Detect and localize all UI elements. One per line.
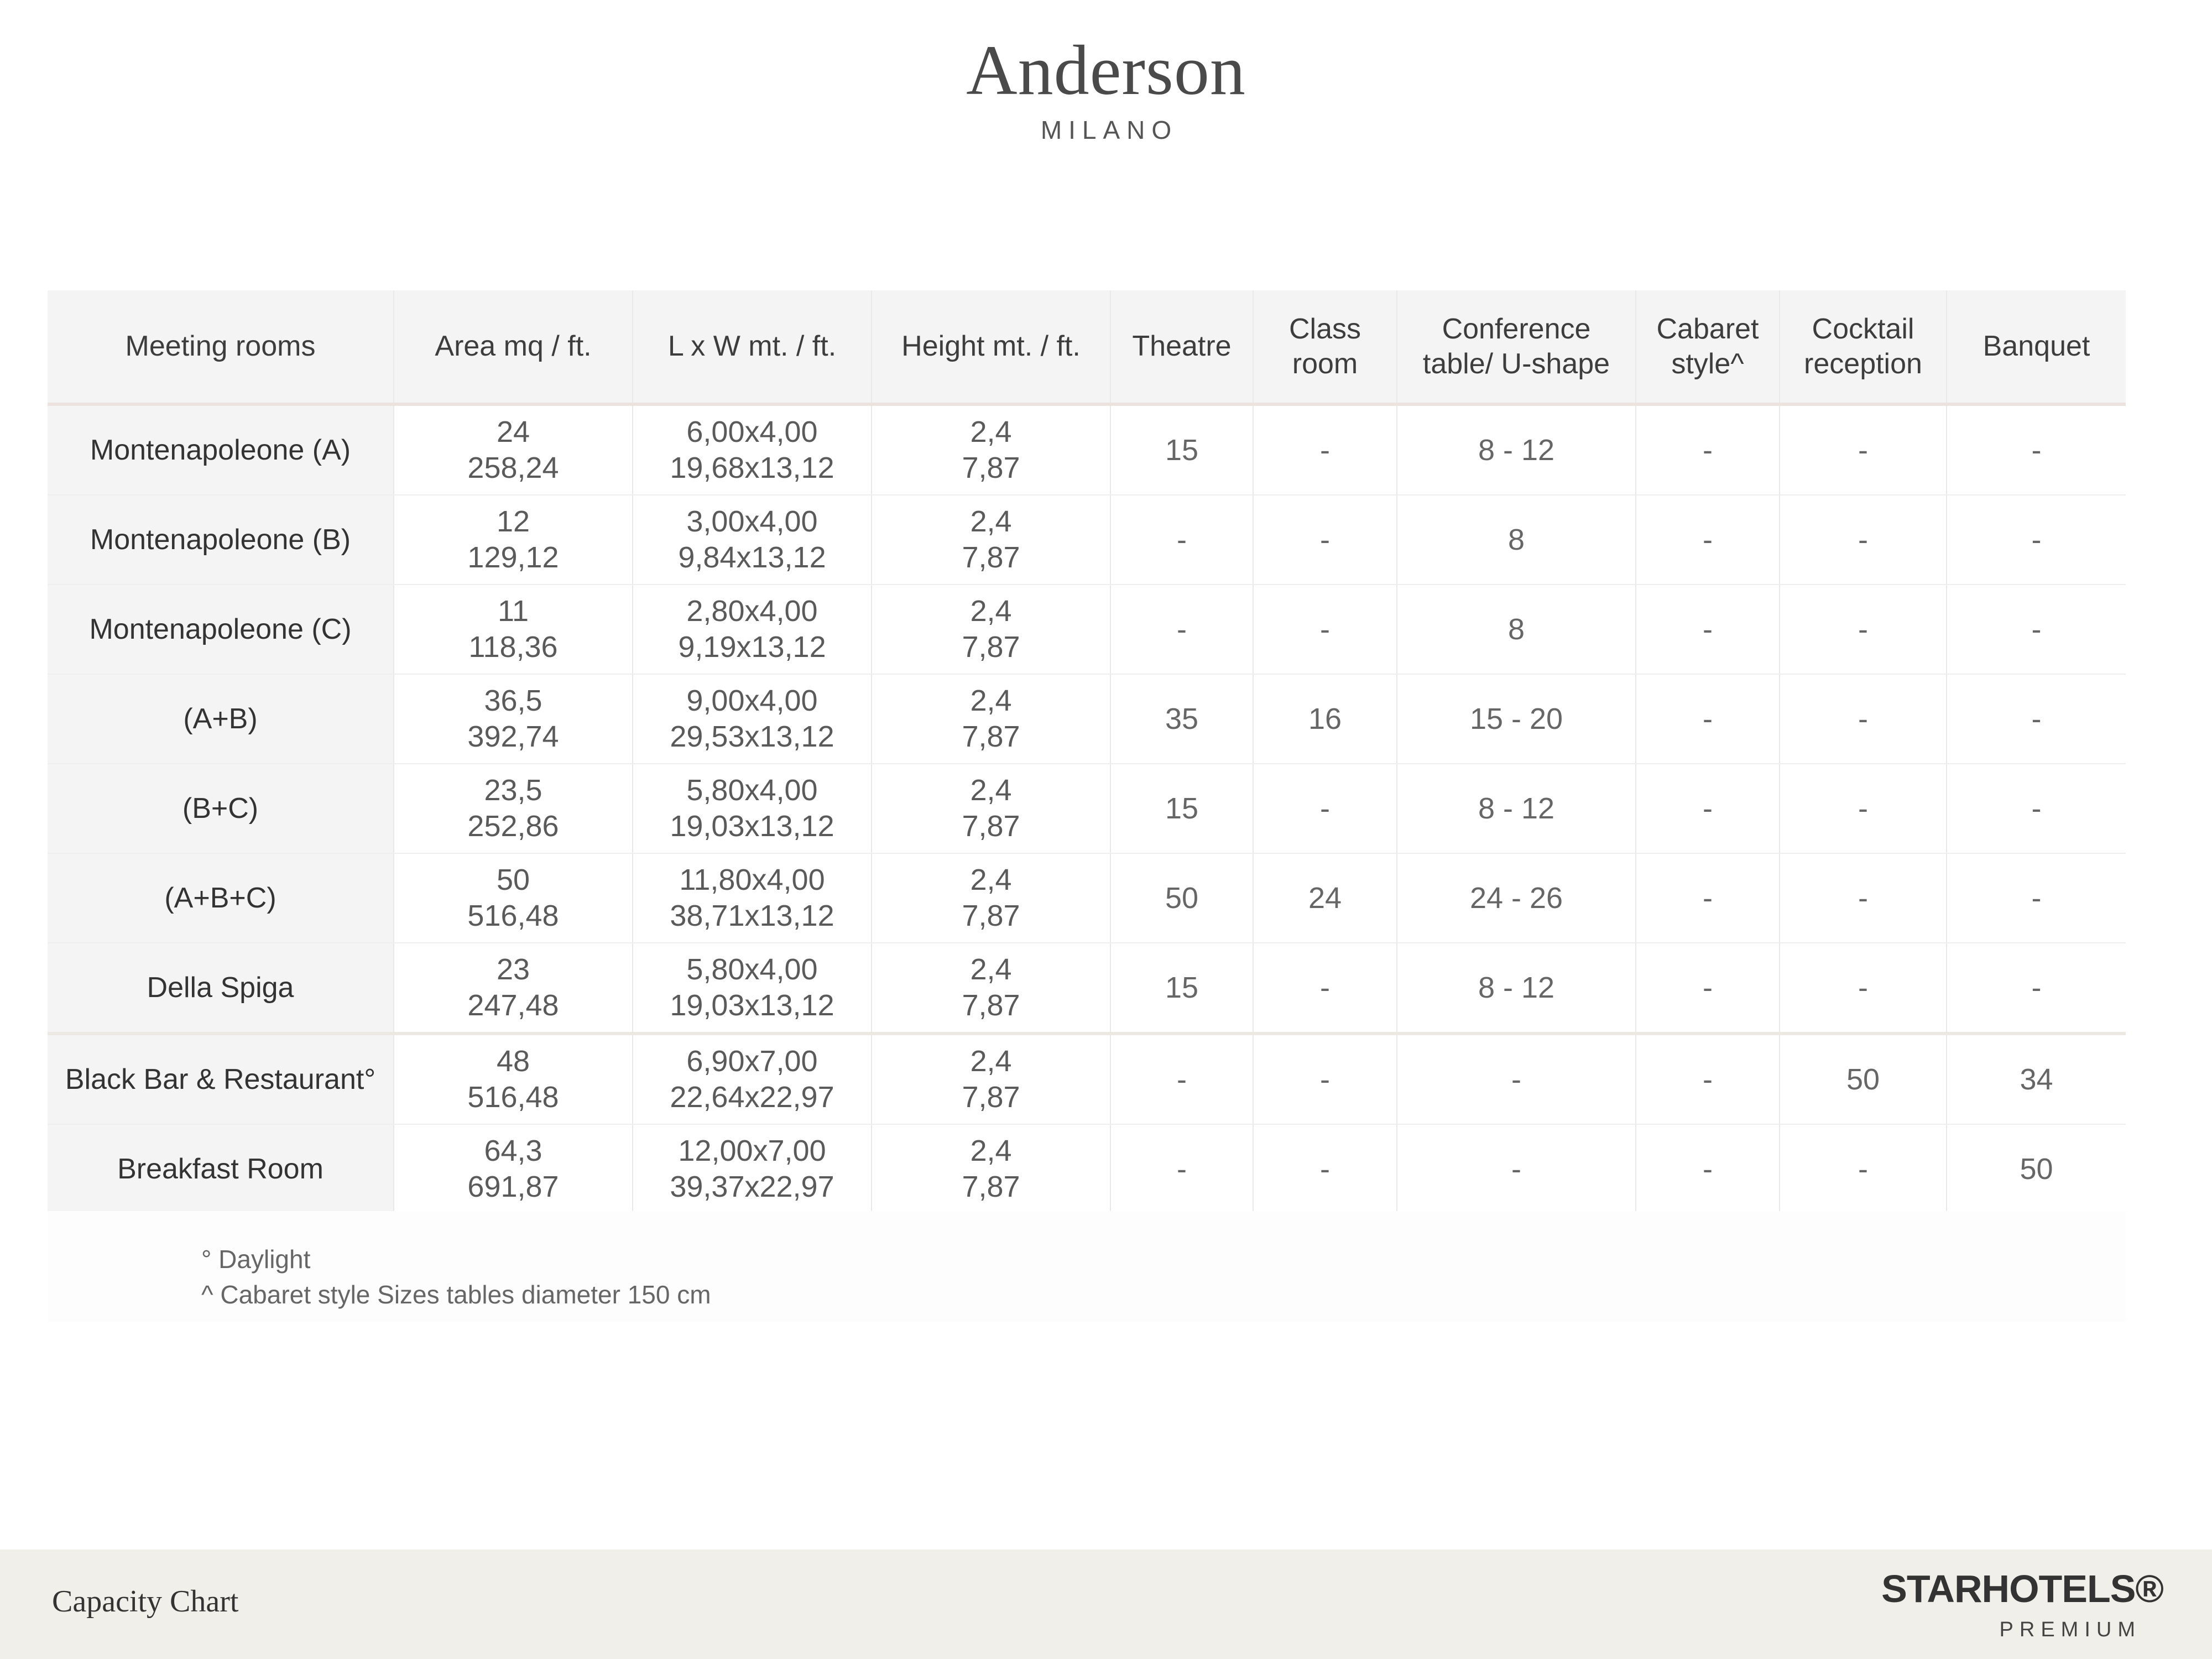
dimensions-cell-imperial: 19,68x13,12 (670, 451, 834, 484)
area-cell (394, 764, 633, 853)
column-header-dimensions: L x W mt. / ft. (633, 290, 872, 404)
dimensions-cell-metric: 6,90x7,00 (686, 1045, 818, 1078)
height-cell-imperial: 7,87 (962, 630, 1020, 664)
brand-header (0, 33, 2212, 145)
logo-wordmark: STARHOTELS® (1881, 1567, 2163, 1610)
dimensions-cell (633, 1124, 872, 1214)
class-room-cell: - (1253, 943, 1397, 1034)
area-cell (394, 495, 633, 585)
area-cell (394, 585, 633, 674)
cabaret-cell: - (1636, 404, 1780, 495)
brand-name: Anderson (966, 31, 1246, 109)
dimensions-cell-metric: 11,80x4,00 (679, 863, 825, 897)
conference-cell: 8 - 12 (1397, 943, 1636, 1034)
area-cell-metric: 50 (496, 863, 530, 897)
dimensions-cell (633, 1034, 872, 1124)
table-row (48, 853, 2126, 943)
height-cell-imperial: 7,87 (962, 451, 1020, 484)
area-cell-metric: 12 (496, 505, 530, 539)
banquet-cell: 50 (1947, 1124, 2126, 1214)
table-row (48, 764, 2126, 853)
dimensions-cell-metric: 12,00x7,00 (678, 1134, 826, 1168)
area-cell-metric: 23 (496, 953, 530, 987)
room-name-cell: (B+C) (48, 764, 394, 853)
height-cell-imperial: 7,87 (962, 541, 1020, 574)
height-cell (872, 1124, 1110, 1214)
footnote-cabaret: ^ Cabaret style Sizes tables diameter 150 cm (201, 1280, 711, 1309)
height-cell (872, 764, 1110, 853)
starhotels-logo (1881, 1569, 2163, 1642)
table-row (48, 495, 2126, 585)
cabaret-cell: - (1636, 764, 1780, 853)
class-room-cell: 16 (1253, 674, 1397, 764)
area-cell-imperial: 129,12 (467, 541, 559, 574)
area-cell-imperial: 516,48 (467, 1081, 559, 1114)
height-cell-imperial: 7,87 (962, 1081, 1020, 1114)
dimensions-cell (633, 853, 872, 943)
height-cell-imperial: 7,87 (962, 720, 1020, 753)
table-header-row (48, 290, 2126, 404)
area-cell (394, 943, 633, 1034)
area-cell (394, 1034, 633, 1124)
dimensions-cell-imperial: 9,19x13,12 (678, 630, 826, 664)
height-cell-metric: 2,4 (970, 774, 1012, 807)
footnote-daylight: ° Daylight (201, 1245, 311, 1274)
conference-cell: - (1397, 1034, 1636, 1124)
banquet-cell: - (1947, 674, 2126, 764)
cabaret-cell: - (1636, 1034, 1780, 1124)
footer-bar (0, 1550, 2212, 1659)
banquet-cell: - (1947, 585, 2126, 674)
column-header-cocktail: Cocktail reception (1780, 290, 1947, 404)
height-cell-metric: 2,4 (970, 415, 1012, 449)
theatre-cell: 35 (1110, 674, 1253, 764)
column-header-class-room: Class room (1253, 290, 1397, 404)
cocktail-cell: - (1780, 853, 1947, 943)
cocktail-cell: - (1780, 764, 1947, 853)
area-cell-imperial: 392,74 (467, 720, 559, 753)
dimensions-cell (633, 404, 872, 495)
area-cell-metric: 36,5 (484, 684, 542, 718)
height-cell-metric: 2,4 (970, 953, 1012, 987)
dimensions-cell-metric: 6,00x4,00 (686, 415, 818, 449)
room-name-cell: (A+B) (48, 674, 394, 764)
banquet-cell: - (1947, 404, 2126, 495)
area-cell-imperial: 258,24 (467, 451, 559, 484)
column-header-cabaret: Cabaret style^ (1636, 290, 1780, 404)
area-cell-imperial: 516,48 (467, 899, 559, 932)
theatre-cell: 15 (1110, 764, 1253, 853)
room-name-cell: Black Bar & Restaurant° (48, 1034, 394, 1124)
class-room-cell: - (1253, 1034, 1397, 1124)
conference-cell: 15 - 20 (1397, 674, 1636, 764)
cocktail-cell: - (1780, 495, 1947, 585)
footer-title: Capacity Chart (52, 1584, 239, 1619)
dimensions-cell (633, 495, 872, 585)
height-cell (872, 943, 1110, 1034)
height-cell-imperial: 7,87 (962, 899, 1020, 932)
column-header-conference: Conference table/ U-shape (1397, 290, 1636, 404)
height-cell-imperial: 7,87 (962, 810, 1020, 843)
area-cell-metric: 64,3 (484, 1134, 542, 1168)
area-cell-metric: 23,5 (484, 774, 542, 807)
area-cell-imperial: 691,87 (467, 1170, 559, 1203)
dimensions-cell (633, 764, 872, 853)
banquet-cell: - (1947, 943, 2126, 1034)
brand-city: MILANO (1040, 116, 1178, 145)
cocktail-cell: - (1780, 674, 1947, 764)
class-room-cell: - (1253, 764, 1397, 853)
logo-tagline: PREMIUM (1999, 1618, 2141, 1641)
cocktail-cell: - (1780, 943, 1947, 1034)
table-row (48, 1034, 2126, 1124)
dimensions-cell-metric: 5,80x4,00 (686, 774, 818, 807)
cocktail-cell: - (1780, 404, 1947, 495)
dimensions-cell-imperial: 9,84x13,12 (678, 541, 826, 574)
height-cell-imperial: 7,87 (962, 989, 1020, 1022)
table-row (48, 943, 2126, 1034)
dimensions-cell (633, 674, 872, 764)
area-cell (394, 853, 633, 943)
banquet-cell: - (1947, 853, 2126, 943)
banquet-cell: - (1947, 495, 2126, 585)
cocktail-cell: - (1780, 1124, 1947, 1214)
banquet-cell: 34 (1947, 1034, 2126, 1124)
height-cell-metric: 2,4 (970, 684, 1012, 718)
theatre-cell: 15 (1110, 943, 1253, 1034)
area-cell (394, 1124, 633, 1214)
dimensions-cell-imperial: 39,37x22,97 (670, 1170, 834, 1203)
dimensions-cell-metric: 5,80x4,00 (686, 953, 818, 987)
cabaret-cell: - (1636, 1124, 1780, 1214)
capacity-table-container (48, 290, 2126, 1214)
dimensions-cell-metric: 9,00x4,00 (686, 684, 818, 718)
room-name-cell: Montenapoleone (B) (48, 495, 394, 585)
area-cell-metric: 11 (497, 594, 529, 628)
cocktail-cell: - (1780, 585, 1947, 674)
cabaret-cell: - (1636, 853, 1780, 943)
banquet-cell: - (1947, 764, 2126, 853)
room-name-cell: Montenapoleone (C) (48, 585, 394, 674)
dimensions-cell-metric: 3,00x4,00 (686, 505, 818, 539)
room-name-cell: Montenapoleone (A) (48, 404, 394, 495)
capacity-table (48, 290, 2126, 1214)
cabaret-cell: - (1636, 495, 1780, 585)
class-room-cell: - (1253, 585, 1397, 674)
theatre-cell: - (1110, 1034, 1253, 1124)
height-cell (872, 853, 1110, 943)
height-cell (872, 495, 1110, 585)
area-cell (394, 404, 633, 495)
dimensions-cell-metric: 2,80x4,00 (686, 594, 818, 628)
table-row (48, 1124, 2126, 1214)
column-header-meeting-rooms: Meeting rooms (48, 290, 394, 404)
area-cell-metric: 24 (496, 415, 530, 449)
column-header-height: Height mt. / ft. (872, 290, 1110, 404)
conference-cell: - (1397, 1124, 1636, 1214)
conference-cell: 24 - 26 (1397, 853, 1636, 943)
area-cell-imperial: 247,48 (467, 989, 559, 1022)
height-cell (872, 1034, 1110, 1124)
table-row (48, 404, 2126, 495)
area-cell (394, 674, 633, 764)
class-room-cell: - (1253, 495, 1397, 585)
height-cell (872, 585, 1110, 674)
footnotes (48, 1211, 2126, 1322)
table-row (48, 585, 2126, 674)
height-cell-metric: 2,4 (970, 1045, 1012, 1078)
dimensions-cell-imperial: 19,03x13,12 (670, 989, 834, 1022)
theatre-cell: - (1110, 585, 1253, 674)
dimensions-cell-imperial: 29,53x13,12 (670, 720, 834, 753)
class-room-cell: - (1253, 404, 1397, 495)
dimensions-cell-imperial: 38,71x13,12 (670, 899, 834, 932)
class-room-cell: - (1253, 1124, 1397, 1214)
dimensions-cell-imperial: 19,03x13,12 (670, 810, 834, 843)
area-cell-metric: 48 (496, 1045, 530, 1078)
area-cell-imperial: 252,86 (467, 810, 559, 843)
theatre-cell: 15 (1110, 404, 1253, 495)
theatre-cell: 50 (1110, 853, 1253, 943)
column-header-banquet: Banquet (1947, 290, 2126, 404)
cocktail-cell: 50 (1780, 1034, 1947, 1124)
dimensions-cell-imperial: 22,64x22,97 (670, 1081, 834, 1114)
room-name-cell: Breakfast Room (48, 1124, 394, 1214)
dimensions-cell (633, 943, 872, 1034)
area-cell-imperial: 118,36 (468, 630, 558, 664)
height-cell (872, 404, 1110, 495)
table-row (48, 674, 2126, 764)
height-cell-metric: 2,4 (970, 1134, 1012, 1168)
theatre-cell: - (1110, 495, 1253, 585)
column-header-theatre: Theatre (1110, 290, 1253, 404)
theatre-cell: - (1110, 1124, 1253, 1214)
conference-cell: 8 (1397, 585, 1636, 674)
cabaret-cell: - (1636, 585, 1780, 674)
table-body (48, 404, 2126, 1214)
height-cell-metric: 2,4 (970, 863, 1012, 897)
cabaret-cell: - (1636, 943, 1780, 1034)
column-header-area: Area mq / ft. (394, 290, 633, 404)
height-cell (872, 674, 1110, 764)
height-cell-metric: 2,4 (970, 505, 1012, 539)
room-name-cell: (A+B+C) (48, 853, 394, 943)
height-cell-metric: 2,4 (970, 594, 1012, 628)
class-room-cell: 24 (1253, 853, 1397, 943)
cabaret-cell: - (1636, 674, 1780, 764)
height-cell-imperial: 7,87 (962, 1170, 1020, 1203)
conference-cell: 8 (1397, 495, 1636, 585)
room-name-cell: Della Spiga (48, 943, 394, 1034)
conference-cell: 8 - 12 (1397, 764, 1636, 853)
dimensions-cell (633, 585, 872, 674)
conference-cell: 8 - 12 (1397, 404, 1636, 495)
